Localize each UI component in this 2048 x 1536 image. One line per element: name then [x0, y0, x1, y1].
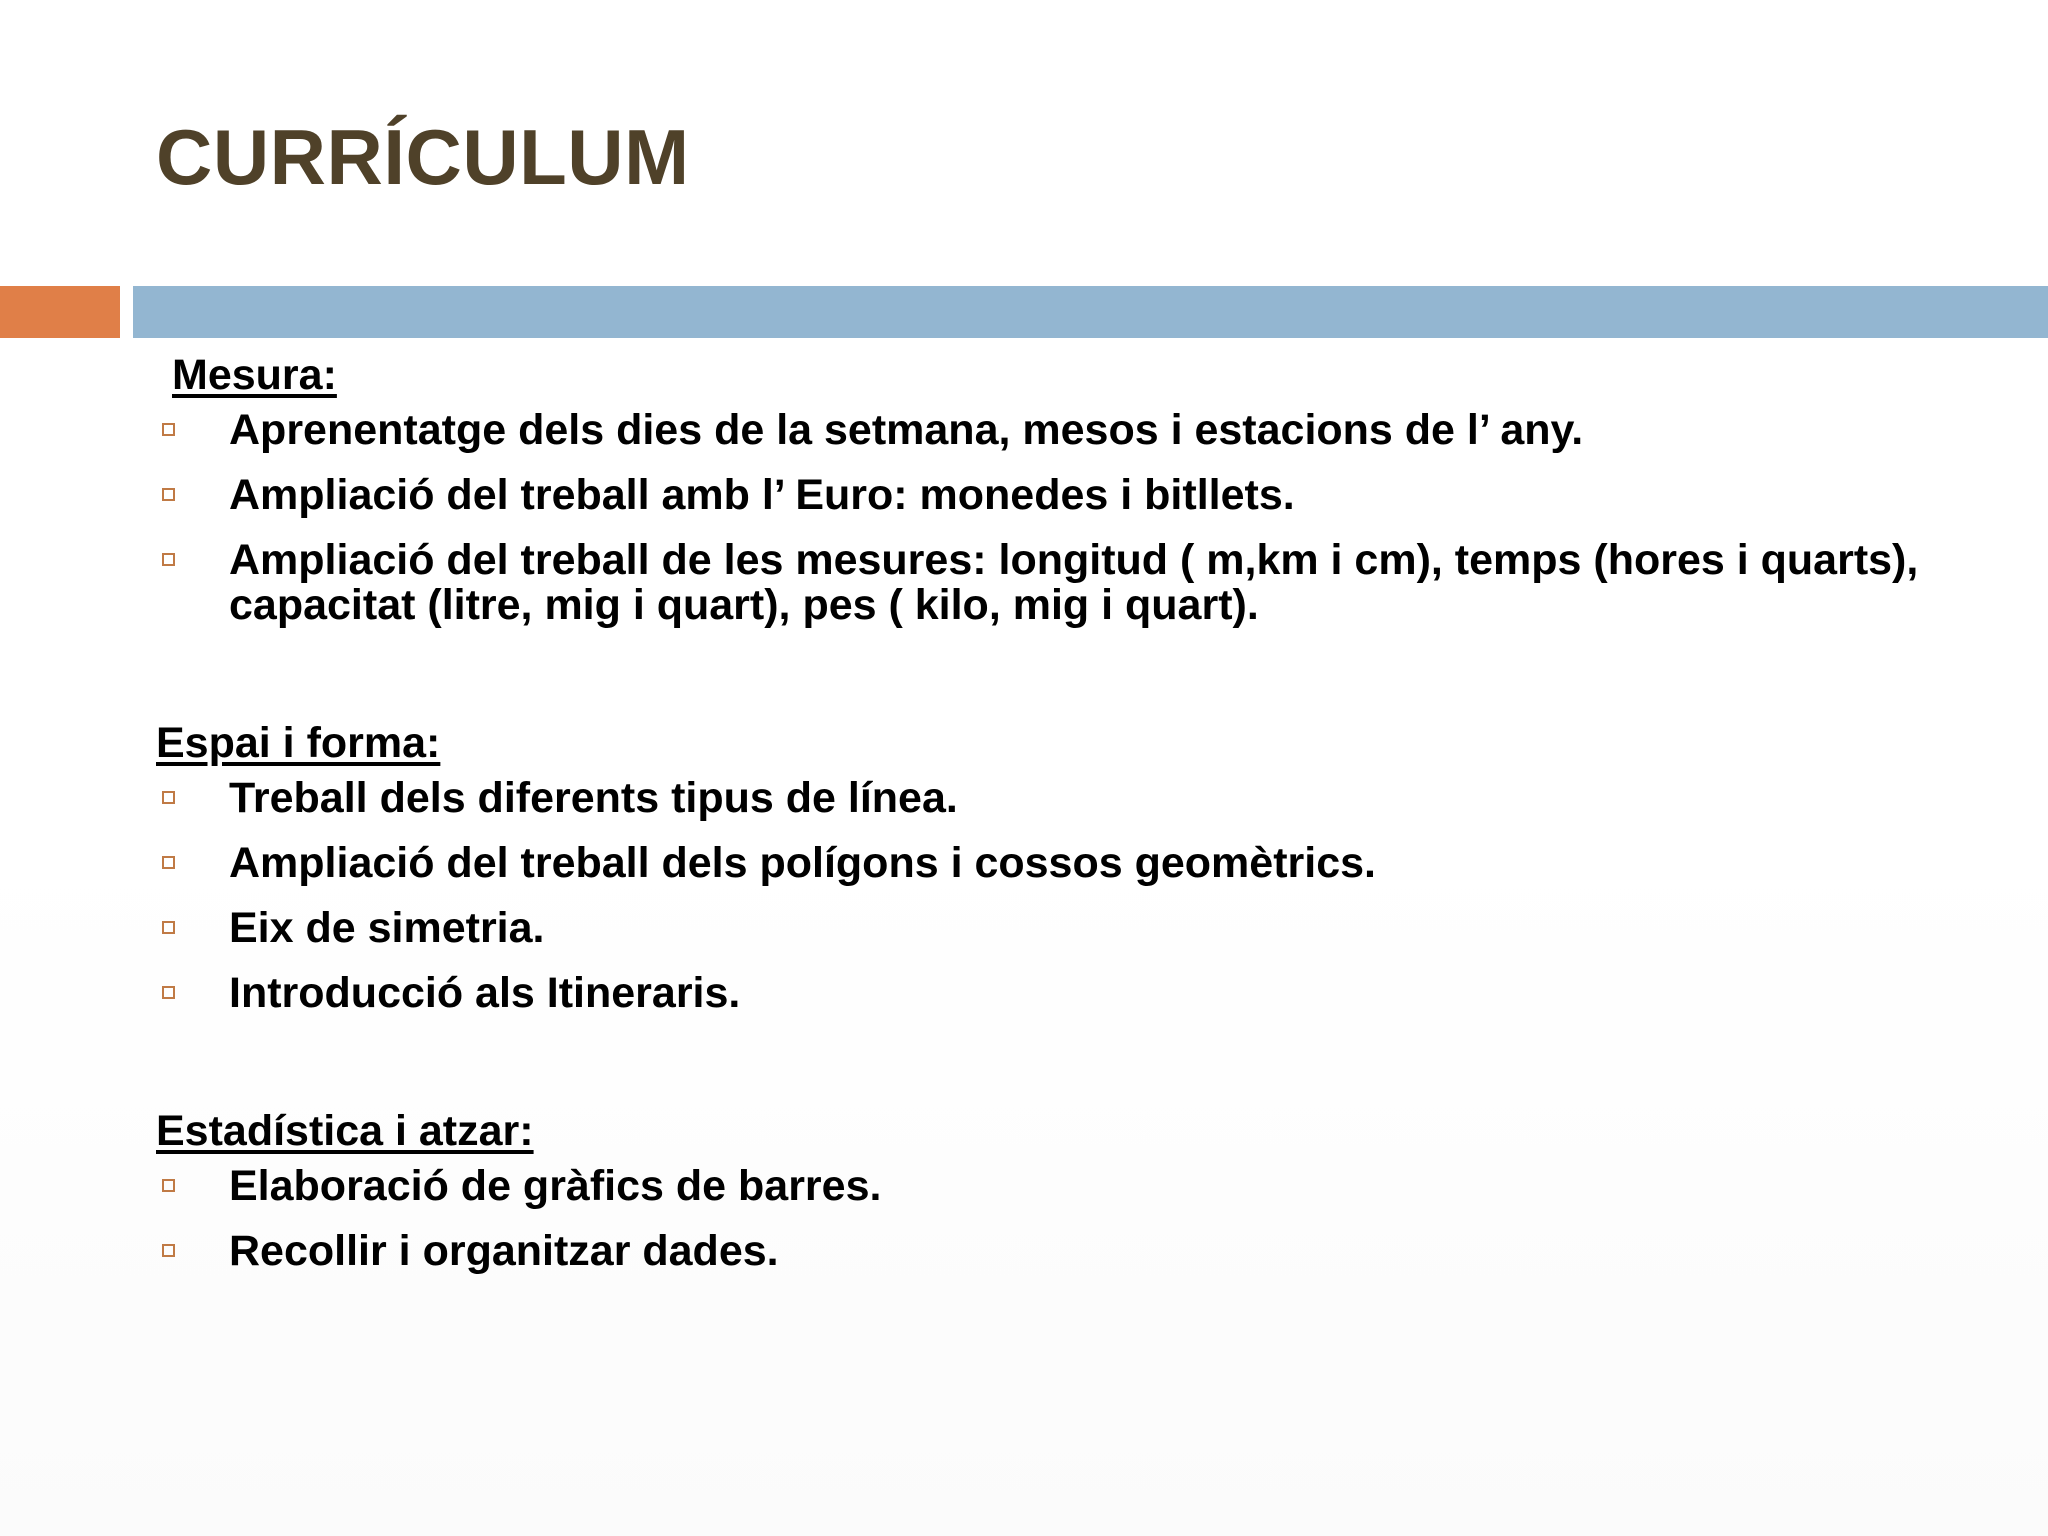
list-item-text: Treball dels diferents tipus de línea.: [229, 774, 958, 822]
accent-bar-orange: [0, 286, 120, 338]
section-heading-mesura: Mesura:: [172, 351, 337, 399]
section-heading-estadistica-i-atzar: Estadística i atzar:: [156, 1107, 534, 1155]
bullet-list-mesura: [156, 408, 2016, 628]
list-item-text: Ampliació del treball de les mesures: longitud ( m,km i cm), temps (hores i quarts), capacitat (litre, mig i quart), pes ( kilo, mig i quart).: [229, 536, 1919, 629]
list-item-text: Ampliació del treball amb l’ Euro: monedes i bitllets.: [229, 471, 1295, 519]
list-item-text: Recollir i organitzar dades.: [229, 1227, 779, 1275]
square-outline-icon: [162, 986, 175, 999]
list-item: [156, 473, 2016, 518]
square-outline-icon: [162, 921, 175, 934]
list-item: [156, 776, 2016, 821]
section-spacer: [156, 1036, 2016, 1104]
list-item: [156, 906, 2016, 951]
square-outline-icon: [162, 791, 175, 804]
square-outline-icon: [162, 1179, 175, 1192]
list-item: [156, 841, 2016, 886]
square-outline-icon: [162, 488, 175, 501]
list-item-text: Introducció als Itineraris.: [229, 969, 741, 1017]
slide-content: [156, 348, 2016, 1294]
square-outline-icon: [162, 856, 175, 869]
slide-title: CURRÍCULUM: [156, 113, 690, 201]
bullet-list-espai-i-forma: [156, 776, 2016, 1016]
list-item: [156, 1164, 2016, 1209]
list-item-text: Eix de simetria.: [229, 904, 545, 952]
square-outline-icon: [162, 553, 175, 566]
square-outline-icon: [162, 1244, 175, 1257]
list-item: [156, 538, 2016, 628]
accent-bar-blue: [133, 286, 2048, 338]
square-outline-icon: [162, 423, 175, 436]
bullet-list-estadistica-i-atzar: [156, 1164, 2016, 1274]
section-heading-espai-i-forma: Espai i forma:: [156, 719, 441, 767]
list-item-text: Ampliació del treball dels polígons i cossos geomètrics.: [229, 839, 1376, 887]
list-item-text: Aprenentatge dels dies de la setmana, mesos i estacions de l’ any.: [229, 406, 1584, 454]
list-item-text: Elaboració de gràfics de barres.: [229, 1162, 882, 1210]
section-spacer: [156, 648, 2016, 716]
list-item: [156, 1229, 2016, 1274]
list-item: [156, 971, 2016, 1016]
list-item: [156, 408, 2016, 453]
